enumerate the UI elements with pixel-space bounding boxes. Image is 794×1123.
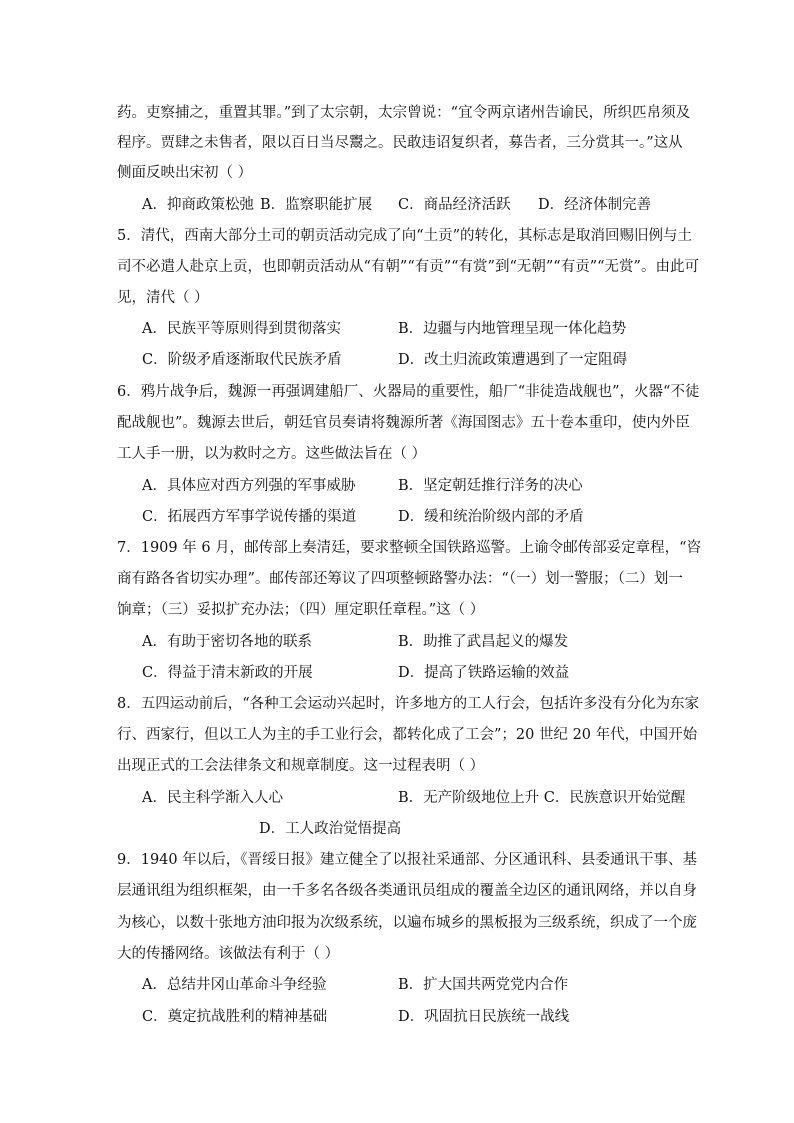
q5-option-c: C．阶级矛盾逐渐取代民族矛盾 [142,352,342,368]
q6-option-d: D．缓和统治阶级内部的矛盾 [398,509,584,525]
question-5-line: 5．清代，西南大部分土司的朝贡活动完成了向“土贡”的转化，其标志是取消回赐旧例与土 [117,228,693,244]
question-7-line: 商有路各省切实办理”。邮传部还筹议了四项整顿路警办法：“（一）划一警服；（二）划一 [117,571,683,587]
question-8-line: 8．五四运动前后，“各种工会运动兴起时，许多地方的工人行会，包括许多没有分化为东家 [117,696,700,712]
q7-option-c: C．得益于清末新政的开展 [142,665,313,681]
q5-option-b: B．边疆与内地管理呈现一体化趋势 [398,321,627,337]
question-text-line: 药。吏察捕之，重置其罪。”到了太宗朝，太宗曾说：“宜令两京诸州告谕民，所织匹帛须及 [117,105,691,121]
question-text-line: 程序。贾肆之未售者，限以百日当尽鬻之。民敢违诏复织者，募告者，三分赏其一。”这从 [117,135,683,151]
question-5-line: 见，清代（ ） [117,290,209,306]
q9-option-d: D．巩固抗日民族统一战线 [398,1009,570,1025]
q8-option-b-c: B．无产阶级地位上升 C．民族意识开始觉醒 [398,790,686,806]
q9-option-b: B．扩大国共两党党内合作 [398,977,569,993]
question-6-line: 工人手一册，以为救时之方。这些做法旨在（ ） [117,446,427,462]
q9-option-a: A．总结井冈山革命斗争经验 [142,977,327,993]
question-5-line: 司不必遣人赴京上贡，也即朝贡活动从“有朝”“有贡”“有赏”到“无朝”“有贡”“无赏”。由此可 [117,259,699,275]
q8-option-a: A．民主科学渐入人心 [142,790,283,806]
q5-option-a: A．民族平等原则得到贯彻落实 [142,321,341,337]
question-7-line: 7．1909 年 6 月，邮传部上奏清廷，要求整顿全国铁路巡警。上谕令邮传部妥定章程，“咨 [117,540,702,556]
q5-option-d: D．改土归流政策遭遇到了一定阻碍 [398,352,628,368]
option-c: C．商品经济活跃 [398,197,511,213]
question-8-line: 出现正式的工会法律条文和规章制度。这一过程表明（ ） [117,758,485,774]
option-b: B．监察职能扩展 [260,197,373,213]
q6-option-c: C．拓展西方军事学说传播的渠道 [142,509,357,525]
question-7-line: 饷章；（三）妥拟扩充办法；（四）厘定职任章程。”这（ ） [117,602,485,618]
q7-option-d: D．提高了铁路运输的效益 [398,665,570,681]
question-9-line: 层通讯组为组织框架，由一千多名各级各类通讯员组成的覆盖全边区的通讯网络，并以自身 [117,883,697,899]
q9-option-c: C．奠定抗战胜利的精神基础 [142,1009,328,1025]
question-6-line: 配战舰也”。魏源去世后，朝廷官员奏请将魏源所著《海国图志》五十卷本重印，使内外臣 [117,415,690,431]
q8-option-d: D．工人政治觉悟提高 [259,821,402,837]
option-d: D．经济体制完善 [538,197,652,213]
option-a: A．抑商政策松弛 [142,197,254,213]
question-text-line: 侧面反映出宋初（ ） [117,165,253,181]
question-9-line: 9．1940 年以后，《晋绥日报》建立健全了以报社采通部、分区通讯科、县委通讯干事、基 [117,852,697,868]
q6-option-a: A．具体应对西方列强的军事威胁 [142,478,356,494]
question-9-line: 大的传播网络。该做法有利于（ ） [117,946,340,962]
q7-option-a: A．有助于密切各地的联系 [142,634,312,650]
question-9-line: 为核心，以数十张地方油印报为次级系统，以遍布城乡的黑板报为三级系统，织成了一个庞 [117,915,697,931]
question-6-line: 6．鸦片战争后，魏源一再强调建船厂、火器局的重要性，船厂“非徒造战舰也”，火器“不徒 [117,384,700,400]
question-8-line: 行、西家行，但以工人为主的手工业行会，都转化成了工会”；20 世纪 20 年代，中国开始 [117,727,698,743]
q6-option-b: B．坚定朝廷推行洋务的决心 [398,478,583,494]
q7-option-b: B．助推了武昌起义的爆发 [398,634,569,650]
